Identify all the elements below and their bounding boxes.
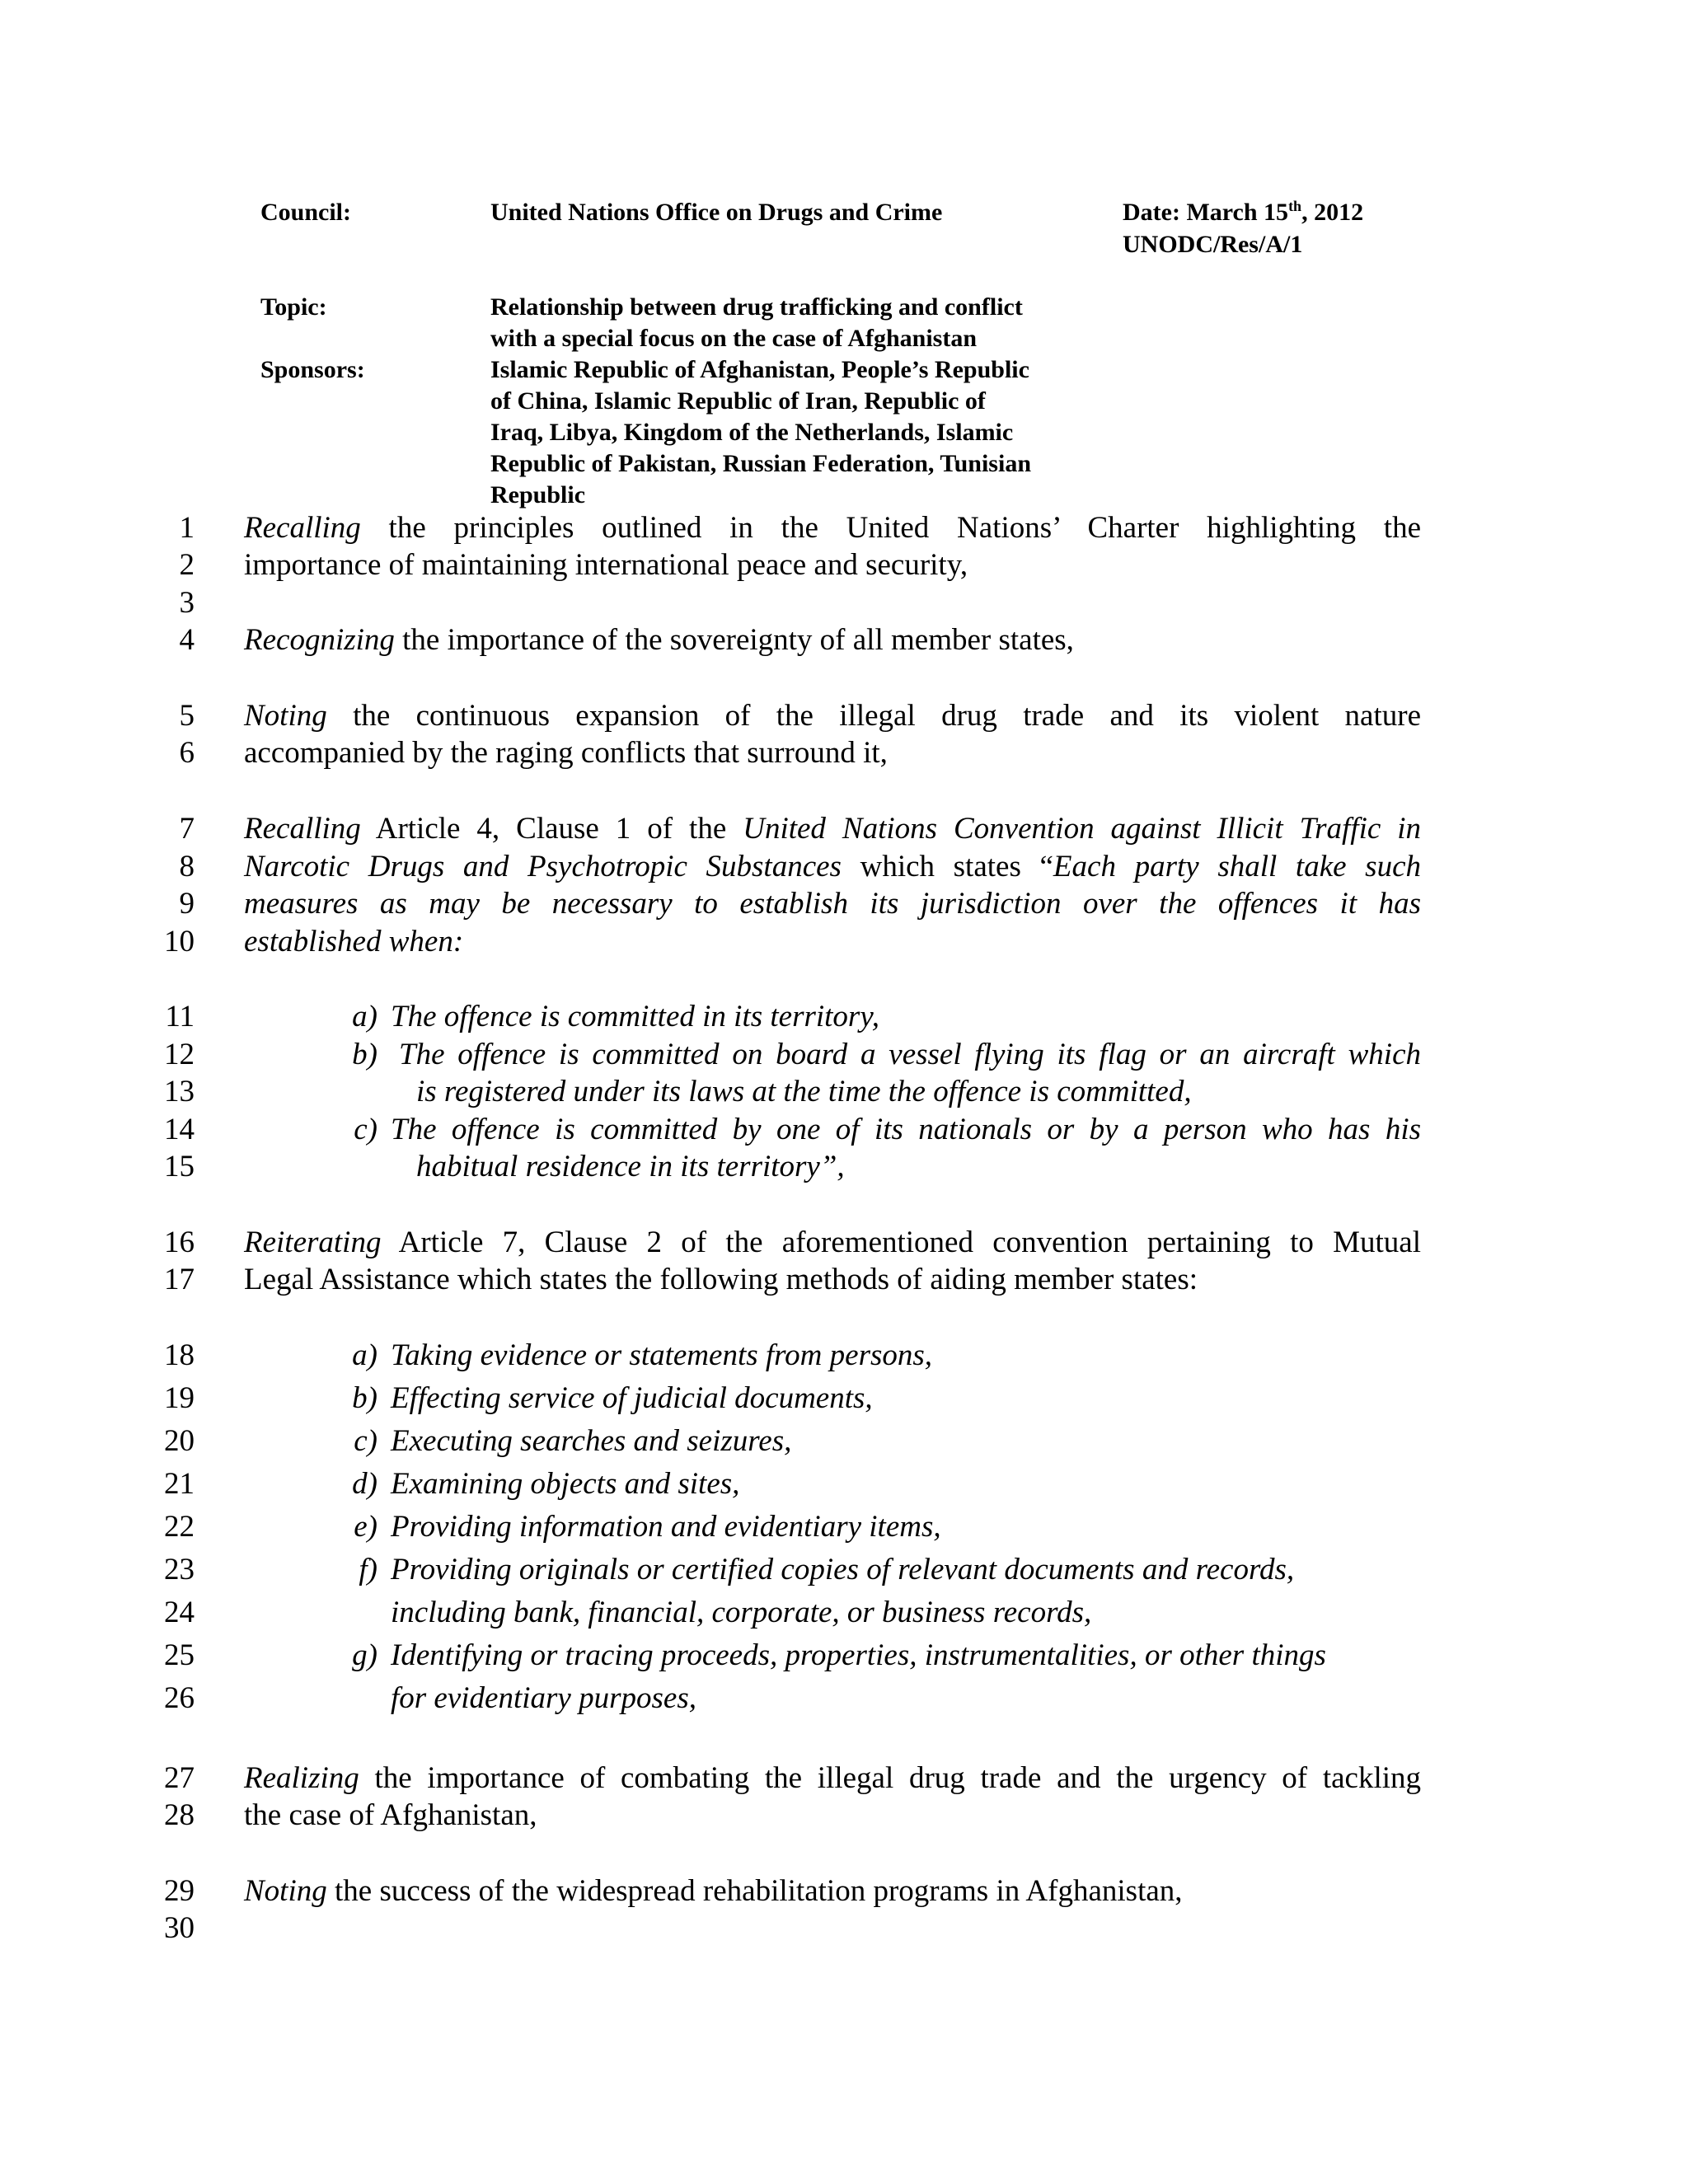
clause-keyword: Noting <box>244 1874 327 1908</box>
date-suffix: , 2012 <box>1301 199 1364 226</box>
clause-line <box>244 1760 1421 1797</box>
line-number: 2 <box>179 548 195 582</box>
clause-line: the case of Afghanistan, <box>244 1798 537 1832</box>
clause-line: accompanied by the raging conflicts that surround it, <box>244 736 888 770</box>
list-label: a) <box>352 1338 377 1372</box>
list-item: Identifying or tracing proceeds, properties, instrumentalities, or other things <box>391 1638 1326 1672</box>
topic-line: with a special focus on the case of Afghanistan <box>490 325 978 352</box>
clause-line <box>244 509 1421 546</box>
clause-line <box>244 621 1074 658</box>
clause-line: importance of maintaining international peace and security, <box>244 548 968 582</box>
convention-title: United Nations Convention against Illicit Traffic in <box>743 812 1422 846</box>
list-label: f) <box>359 1553 377 1586</box>
list-item-continuation: habitual residence in its territory”, <box>416 1150 845 1183</box>
list-item: Examining objects and sites, <box>391 1467 740 1501</box>
clause-text: the success of the widespread rehabilitation programs in Afghanistan, <box>335 1874 1183 1908</box>
list-item-continuation: is registered under its laws at the time the offence is committed, <box>416 1075 1192 1108</box>
line-number: 16 <box>164 1226 195 1259</box>
list-item: The offence is committed in its territory, <box>391 1000 879 1033</box>
line-number: 26 <box>164 1681 195 1715</box>
line-number: 12 <box>164 1038 195 1071</box>
line-number: 15 <box>164 1150 195 1183</box>
list-label: e) <box>354 1510 377 1544</box>
line-number: 14 <box>164 1113 195 1146</box>
line-number: 25 <box>164 1638 195 1672</box>
clause-keyword: Reiterating <box>244 1226 382 1259</box>
line-number: 30 <box>164 1911 195 1945</box>
sponsors-line: Republic of Pakistan, Russian Federation, Tunisian <box>490 450 1032 477</box>
sponsors-line: Republic <box>490 481 586 509</box>
date-prefix: Date: March 15 <box>1123 199 1289 226</box>
list-item-continuation: including bank, financial, corporate, or business records, <box>391 1596 1092 1629</box>
line-number: 3 <box>179 586 195 620</box>
clause-line: Legal Assistance which states the following methods of aiding member states: <box>244 1263 1198 1296</box>
line-number: 20 <box>164 1424 195 1458</box>
clause-line <box>244 1224 1421 1261</box>
resolution-date <box>1123 196 1363 228</box>
clause-text: the continuous expansion of the illegal drug trade and its violent nature <box>353 699 1422 733</box>
clause-line <box>244 697 1421 734</box>
line-number: 18 <box>164 1338 195 1372</box>
line-number: 8 <box>179 850 195 883</box>
line-number: 27 <box>164 1761 195 1795</box>
line-number: 23 <box>164 1553 195 1586</box>
list-label: g) <box>352 1638 377 1672</box>
clause-keyword: Recalling <box>244 812 361 846</box>
clause-line: measures as may be necessary to establish its jurisdiction over the offences it has <box>244 887 1421 921</box>
line-number: 10 <box>164 925 195 958</box>
list-label: d) <box>352 1467 377 1501</box>
line-number: 11 <box>165 1000 195 1033</box>
sponsors-line: Iraq, Libya, Kingdom of the Netherlands, Islamic <box>490 419 1014 446</box>
clause-keyword: Recalling <box>244 511 361 545</box>
council-label: Council: <box>260 199 352 226</box>
list-label: b) <box>352 1038 377 1071</box>
clause-text: Article 4, Clause 1 of the <box>375 812 727 846</box>
clause-text: the importance of combating the illegal drug trade and the urgency of tackling <box>374 1761 1422 1795</box>
line-number: 4 <box>179 623 195 657</box>
list-item: Executing searches and seizures, <box>391 1424 792 1458</box>
clause-line <box>244 848 1421 885</box>
line-number: 28 <box>164 1798 195 1832</box>
line-number: 1 <box>179 511 195 545</box>
line-number: 6 <box>179 736 195 770</box>
clause-line: established when: <box>244 925 464 958</box>
sponsors-line: Islamic Republic of Afghanistan, People’s Republic <box>490 356 1029 383</box>
line-number: 19 <box>164 1381 195 1415</box>
list-label: c) <box>354 1113 377 1146</box>
list-item: Providing information and evidentiary items, <box>391 1510 941 1544</box>
list-item: Effecting service of judicial documents, <box>391 1381 873 1415</box>
line-number: 9 <box>179 887 195 921</box>
date-superscript: th <box>1288 198 1302 214</box>
clause-keyword: Noting <box>244 699 327 733</box>
list-item: Taking evidence or statements from persons, <box>391 1338 933 1372</box>
council-value: United Nations Office on Drugs and Crime <box>490 199 943 226</box>
sponsors-line: of China, Islamic Republic of Iran, Republic of <box>490 387 986 415</box>
line-number: 5 <box>179 699 195 733</box>
line-number: 13 <box>164 1075 195 1108</box>
list-item: The offence is committed by one of its nationals or by a person who has his <box>391 1113 1421 1146</box>
convention-title: Narcotic Drugs and Psychotropic Substances <box>244 850 842 883</box>
clause-text: the importance of the sovereignty of all member states, <box>402 623 1074 657</box>
list-item: The offence is committed on board a vessel flying its flag or an aircraft which <box>399 1038 1421 1071</box>
line-number: 24 <box>164 1596 195 1629</box>
list-item-continuation: for evidentiary purposes, <box>391 1681 696 1715</box>
clause-line <box>244 810 1421 847</box>
topic-label: Topic: <box>260 293 327 321</box>
list-item: Providing originals or certified copies of relevant documents and records, <box>391 1553 1295 1586</box>
quoted-text: Each party shall take such <box>1053 850 1422 883</box>
topic-line: Relationship between drug trafficking and conflict <box>490 293 1023 321</box>
clause-text: which states “ <box>860 850 1053 883</box>
list-label: c) <box>354 1424 377 1458</box>
line-number: 22 <box>164 1510 195 1544</box>
clause-keyword: Recognizing <box>244 623 395 657</box>
clause-line <box>244 1872 1183 1910</box>
list-label: b) <box>352 1381 377 1415</box>
line-number: 21 <box>164 1467 195 1501</box>
clause-text: the principles outlined in the United Nations’ Charter highlighting the <box>388 511 1422 545</box>
sponsors-label: Sponsors: <box>260 356 365 383</box>
list-label: a) <box>352 1000 377 1033</box>
line-number: 7 <box>179 812 195 846</box>
clause-keyword: Realizing <box>244 1761 359 1795</box>
line-number: 17 <box>164 1263 195 1296</box>
resolution-code: UNODC/Res/A/1 <box>1123 231 1303 258</box>
clause-text: Article 7, Clause 2 of the aforementioned convention pertaining to Mutual <box>398 1226 1421 1259</box>
line-number: 29 <box>164 1874 195 1908</box>
